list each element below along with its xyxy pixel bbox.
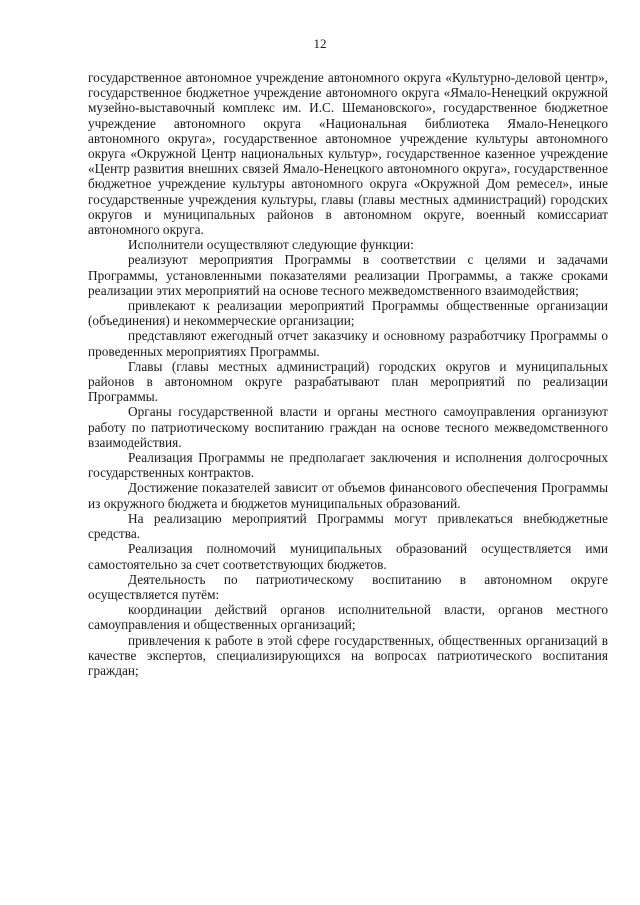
paragraph: привлечения к работе в этой сфере государственных, общественных организаций в качестве экспертов, специализирующихся на вопросах патриотического воспитания граждан;	[88, 632, 608, 678]
paragraph: Реализация Программы не предполагает заключения и исполнения долгосрочных государственных контрактов.	[88, 450, 608, 481]
paragraph: Достижение показателей зависит от объемов финансового обеспечения Программы из окружного бюджета и бюджетов муниципальных образований.	[88, 480, 608, 511]
paragraph: Реализация полномочий муниципальных образований осуществляется ими самостоятельно за счет соответствующих бюджетов.	[88, 541, 608, 572]
paragraph: представляют ежегодный отчет заказчику и основному разработчику Программы о проведенных мероприятиях Программы.	[88, 328, 608, 359]
paragraph: координации действий органов исполнительной власти, органов местного самоуправления и общественных организаций;	[88, 602, 608, 633]
paragraph: привлекают к реализации мероприятий Программы общественные организации (объединения) и некоммерческие организации;	[88, 298, 608, 329]
paragraph: государственное автономное учреждение автономного округа «Культурно-деловой центр», государственное бюджетное учреждение автономного округа «Ямало-Ненецкий окружной музейно-выставочный комплекс им. И.С. Шемановского», государственное бюджетное учреждение автономного округа «Национальная библиотека Ямало-Ненецкого автономного округа», государственное автономное учреждение культуры автономного округа «Окружной Центр национальных культур», государственное казенное учреждение «Центр развития внешних связей Ямало-Ненецкого автономного округа», государственное бюджетное учреждение культуры автономного округа «Окружной Дом ремесел», иные государственные учреждения культуры, главы (главы местных администраций) городских округов и муниципальных районов в автономном округе, военный комиссариат автономного округа.	[88, 70, 608, 238]
paragraph: Главы (главы местных администраций) городских округов и муниципальных районов в автономном округе разрабатывают план мероприятий по реализации Программы.	[88, 358, 608, 405]
paragraph: Органы государственной власти и органы местного самоуправления организуют работу по патриотическому воспитанию граждан на основе тесного межведомственного взаимодействия.	[88, 404, 608, 450]
paragraph: Деятельность по патриотическому воспитанию в автономном округе осуществляется путём:	[88, 571, 608, 602]
paragraph: Исполнители осуществляют следующие функции:	[128, 237, 414, 253]
document-body	[88, 70, 608, 678]
paragraph: реализуют мероприятия Программы в соответствии с целями и задачами Программы, установленными показателями реализации Программы, а также сроками реализации этих мероприятий на основе тесного межведомственного взаимодействия;	[88, 252, 608, 298]
page-number: 12	[313, 36, 327, 51]
paragraph: На реализацию мероприятий Программы могут привлекаться внебюджетные средства.	[88, 510, 608, 542]
